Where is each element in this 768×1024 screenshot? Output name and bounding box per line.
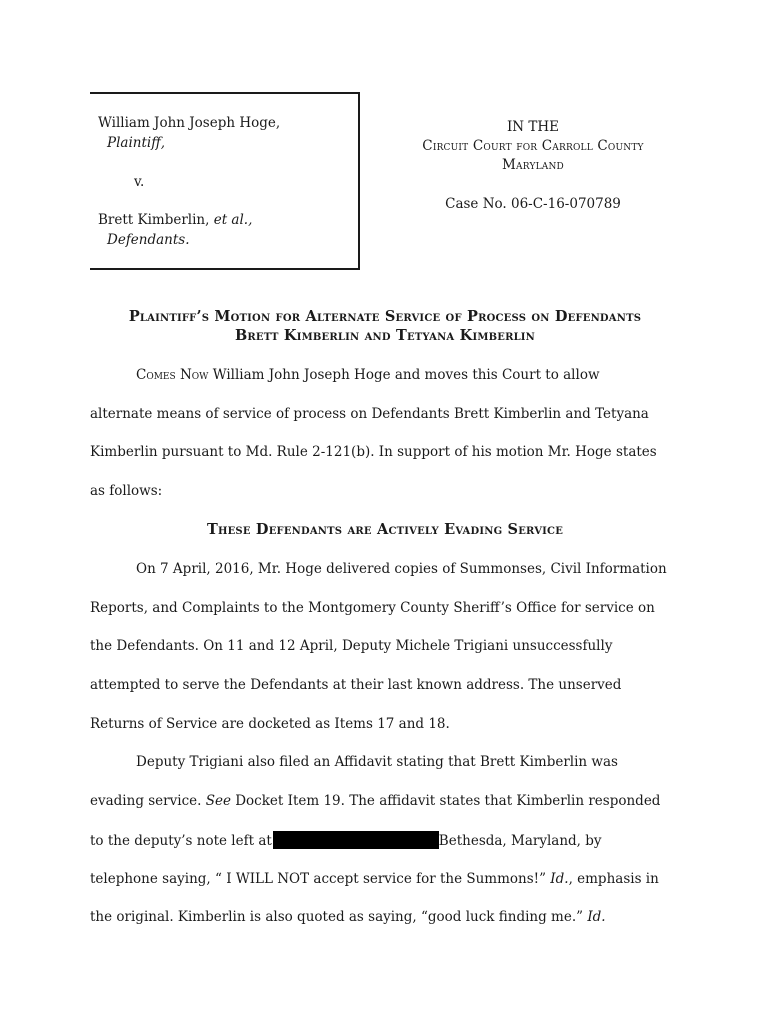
defendant-name: Brett Kimberlin, [98, 212, 210, 228]
para3-line3-pre: to the deputy’s note left at [90, 833, 272, 849]
para2-line3: the Defendants. On 11 and 12 April, Deputy Michele Trigiani unsuccessfully [90, 638, 613, 654]
defendant-et-al: et al., [213, 212, 253, 228]
plaintiff-name: William John Joseph Hoge, [98, 115, 281, 131]
para3-line4-post: , emphasis in [568, 871, 659, 887]
para3-line1: Deputy Trigiani also filed an Affidavit stating that Brett Kimberlin was [136, 754, 618, 770]
para3-line5-pre: the original. Kimberlin is also quoted as saying, “good luck finding me.” [90, 909, 588, 925]
defendant-role: Defendants. [107, 232, 190, 248]
versus-label: v. [134, 174, 145, 190]
para1-line4: as follows: [90, 483, 163, 499]
court-in-the: IN THE [506, 119, 560, 135]
para3-line3 [90, 831, 602, 850]
para3-line3-post: Bethesda, Maryland, by [438, 833, 602, 849]
para2-line4: attempted to serve the Defendants at their last known address. The unserved [90, 677, 622, 693]
id-citation: Id. [550, 871, 569, 887]
see-signal: See [205, 793, 231, 809]
case-number: Case No. 06-C-16-070789 [445, 196, 621, 212]
para3-line2 [90, 792, 660, 810]
para1-line3: Kimberlin pursuant to Md. Rule 2-121(b). In support of his motion Mr. Hoge states [90, 444, 657, 460]
para1-line1 [136, 366, 600, 384]
para3-line4 [90, 870, 659, 888]
para3-line2-post: Docket Item 19. The affidavit states that Kimberlin responded [230, 793, 661, 809]
para2-line2: Reports, and Complaints to the Montgomery County Sheriff’s Office for service on [90, 600, 655, 616]
para1-line1-rest: William John Joseph Hoge and moves this Court to allow [208, 367, 600, 383]
para3-line5 [90, 908, 606, 926]
plaintiff-role: Plaintiff, [107, 135, 166, 151]
para3-line4-pre: telephone saying, “ I WILL NOT accept service for the Summons!” [90, 871, 551, 887]
court-name-text: Circuit Court for Carroll County [422, 138, 644, 154]
redaction-bar [273, 831, 439, 849]
id-citation-2: Id. [587, 909, 606, 925]
para1-line2: alternate means of service of process on Defendants Brett Kimberlin and Tetyana [90, 406, 649, 422]
court-state [380, 156, 686, 175]
section-heading: These Defendants are Actively Evading Service [206, 521, 564, 538]
para3-line2-pre: evading service. [90, 793, 206, 809]
comes-now-lead: Comes Now [136, 367, 209, 383]
para2-line5: Returns of Service are docketed as Items 17 and 18. [90, 716, 450, 732]
court-name [380, 137, 686, 156]
court-state-text: Maryland [502, 157, 564, 173]
motion-title-line1: Plaintiff’s Motion for Alternate Service of Process on Defendants [128, 308, 642, 325]
defendant-name-line [98, 211, 252, 229]
para2-line1: On 7 April, 2016, Mr. Hoge delivered copies of Summonses, Civil Information [136, 561, 667, 577]
motion-title-line2: Brett Kimberlin and Tetyana Kimberlin [234, 327, 536, 344]
